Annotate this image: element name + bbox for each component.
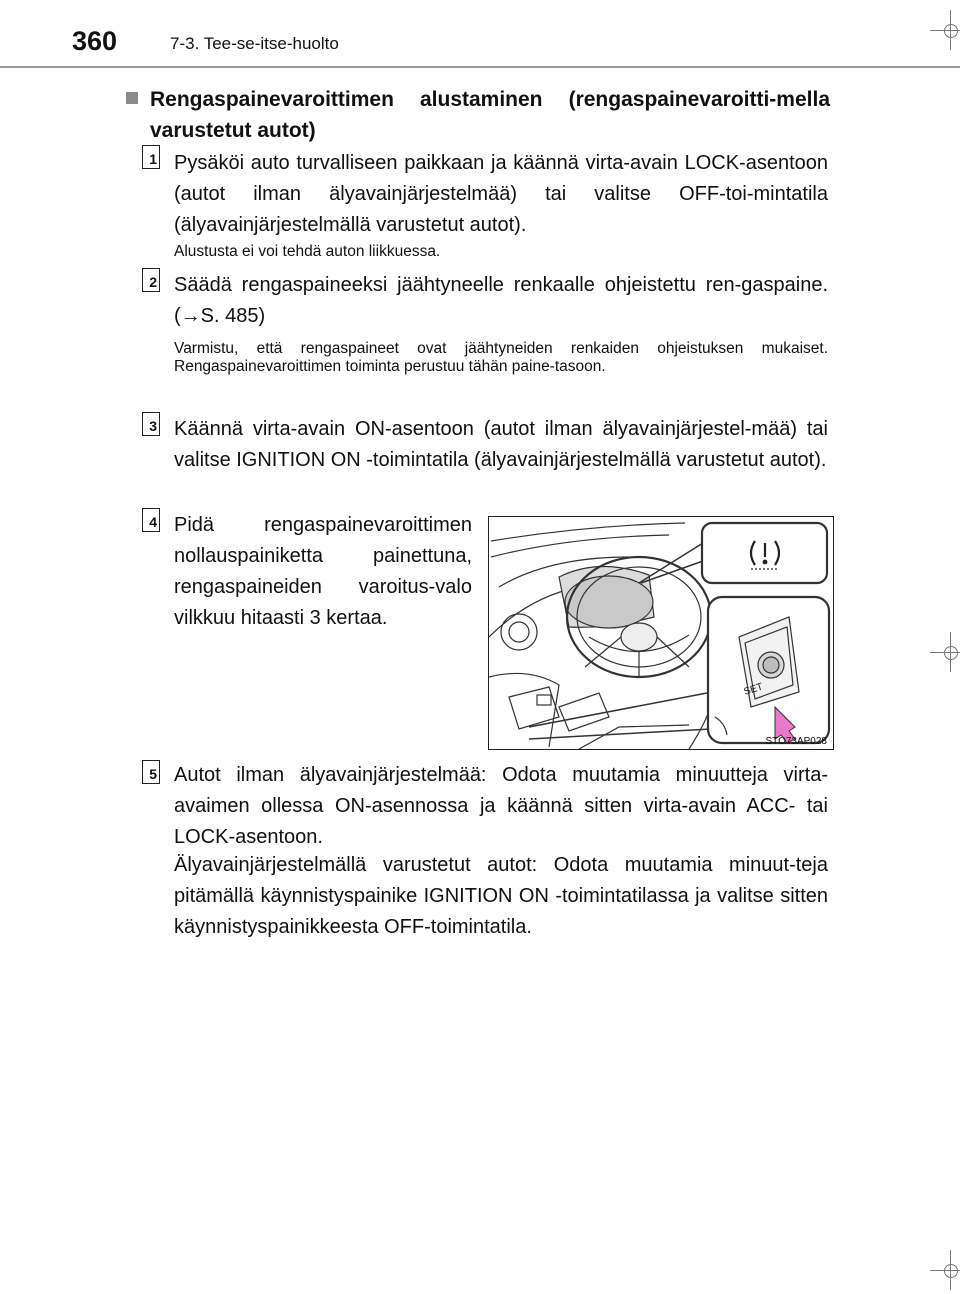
step-number-4: 4 [142,508,160,532]
step-number-5: 5 [142,760,160,784]
section-title: 7-3. Tee-se-itse-huolto [170,34,339,53]
step-number-1: 1 [142,145,160,169]
figure-code: STO73AP028 [765,736,827,747]
step-1-text: Pysäköi auto turvalliseen paikkaan ja käännä virta-avain LOCK-asentoon (autot ilman älyavainjärjestelmää) tai valitse OFF-toi-mintatila (älyavainjärjestelmällä varustetut autot). [174,152,828,236]
step-5-text-2: Älyavainjärjestelmällä varustetut autot: Odota muutamia minuut-teja pitämällä käynnistyspainike IGNITION ON -toimintatilassa ja valitse sitten käynnistyspainikkeesta OFF-toimintatila. [174,854,828,938]
step-2-note: Varmistu, että rengaspaineet ovat jäähtyneiden renkaiden ohjeistuksen mukaiset. Rengaspainevaroittimen toiminta perustuu tähän paine-tasoon. [174,340,828,375]
step-1-note: Alustusta ei voi tehdä auton liikkuessa. [174,243,441,260]
heading-text: Rengaspainevaroittimen alustaminen (rengaspainevaroitti-mella varustetut autot) [150,88,830,142]
header-rule [0,66,960,68]
dashboard-illustration [488,516,834,750]
step-5-text: Autot ilman älyavainjärjestelmää: Odota muutamia minuutteja virta-avaimen ollessa ON-asennossa ja käännä sitten virta-avain ACC- tai LOCK-asentoon. [174,764,828,848]
step-3-text: Käännä virta-avain ON-asentoon (autot ilman älyavainjärjestel-mää) tai valitse IGNITION ON -toimintatila (älyavainjärjestelmällä varustetut autot). [174,418,828,471]
step-2-text: Säädä rengaspaineeksi jäähtyneelle renkaalle ohjeistettu ren-gaspaine. (→S. 485) [174,274,828,327]
step-number-3: 3 [142,412,160,436]
page-number: 360 [72,26,118,56]
dashboard-drawing [489,517,833,749]
set-button-label: SET [742,681,765,698]
section-heading [126,84,830,146]
heading-bullet-icon [126,92,138,104]
step-number-2: 2 [142,268,160,292]
step-4-text: Pidä rengaspainevaroittimen nollauspainiketta painettuna, rengaspaineiden varoitus-valo vilkkuu hitaasti 3 kertaa. [174,514,472,629]
